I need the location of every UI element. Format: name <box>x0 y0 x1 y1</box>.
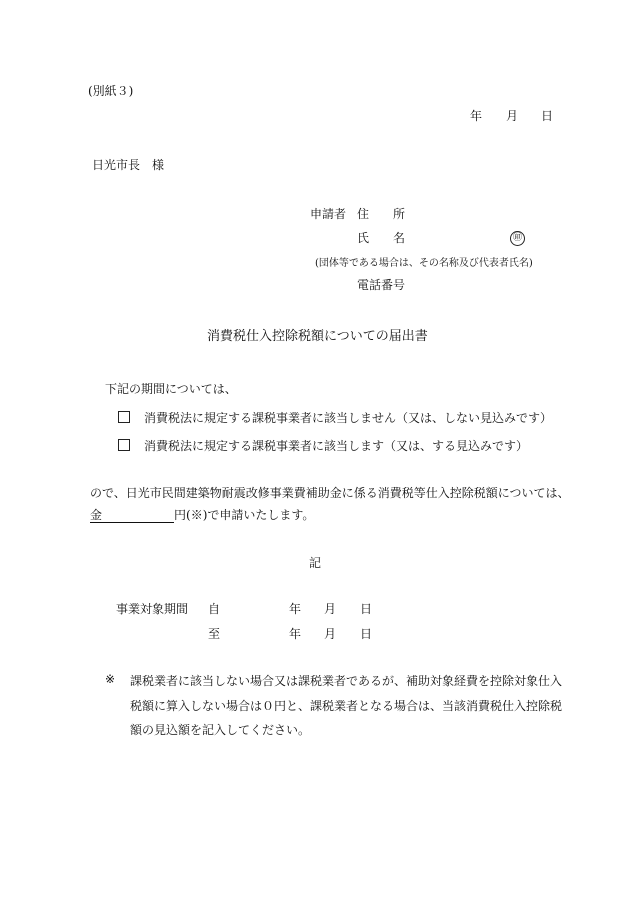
name-label: 氏 名 <box>357 231 406 245</box>
phone-label: 電話番号 <box>357 278 406 292</box>
address-label: 住 所 <box>357 207 406 221</box>
date-month: 月 <box>506 109 519 123</box>
amount-field[interactable] <box>90 508 174 523</box>
option-text: 消費税法に規定する課税事業者に該当します（又は、する見込みです） <box>144 439 529 453</box>
period-to-year: 年 <box>289 627 302 641</box>
checkbox[interactable] <box>118 411 130 423</box>
seal-mark: ㊞ <box>510 231 525 246</box>
amount-line <box>90 506 314 523</box>
period-from: 自 <box>208 602 221 616</box>
checkbox[interactable] <box>118 439 130 451</box>
amount-prefix: 金 <box>90 508 103 522</box>
document-title: 消費税仕入控除税額についての届出書 <box>207 329 428 344</box>
period-from-year: 年 <box>289 602 302 616</box>
date-day: 日 <box>541 109 554 123</box>
note-line-1: 課税業者に該当しない場合又は課税業者であるが、補助対象経費を控除対象仕入 <box>130 674 563 688</box>
note-mark: ※ <box>105 672 116 686</box>
period-to-day: 日 <box>360 627 373 641</box>
period-label: 事業対象期間 <box>116 602 189 616</box>
amount-suffix: 円(※)で申請いたします。 <box>174 508 315 522</box>
applicant-label: 申請者 <box>310 207 347 221</box>
option-taxable <box>118 437 528 454</box>
intro-text: 下記の期間については、 <box>105 382 237 396</box>
attachment-label: (別紙３) <box>88 84 134 98</box>
period-to-month: 月 <box>324 627 337 641</box>
date-year: 年 <box>470 109 483 123</box>
note-line-3: 額の見込額を記入してください。 <box>130 723 311 737</box>
option-text: 消費税法に規定する課税事業者に該当しません（又は、しない見込みです） <box>144 411 553 425</box>
period-from-day: 日 <box>360 602 373 616</box>
period-to: 至 <box>208 627 221 641</box>
date-line <box>470 107 482 124</box>
period-from-month: 月 <box>324 602 337 616</box>
ki-heading: 記 <box>309 556 322 570</box>
body-line-1: ので、日光市民間建築物耐震改修事業費補助金に係る消費税等仕入控除税額については、 <box>90 486 570 500</box>
addressee: 日光市長 様 <box>92 158 165 172</box>
group-note: (団体等である場合は、その名称及び代表者氏名) <box>315 258 533 269</box>
note-line-2: 税額に算入しない場合は０円と、課税業者となる場合は、当該消費税仕入控除税 <box>130 699 563 713</box>
option-not-taxable <box>118 409 552 426</box>
